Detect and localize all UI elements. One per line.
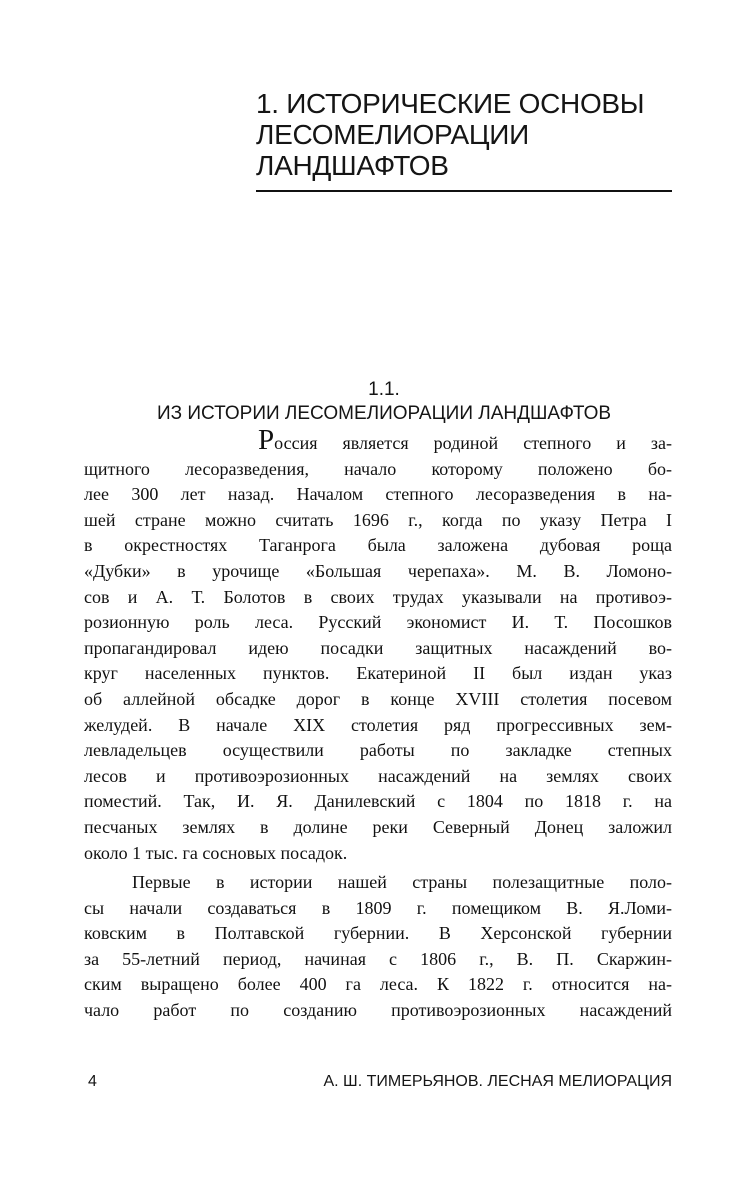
text-line: песчаных землях в долине реки Северный Донец заложил — [84, 816, 672, 837]
text-line — [84, 424, 672, 457]
chapter-title-line: ЛАНДШАФТОВ — [256, 150, 449, 181]
text-line: круг населенных пунктов. Екатериной II был издан указ — [84, 663, 672, 684]
text-line: об аллейной обсадке дорог в конце XVIII столетия посевом — [84, 688, 672, 709]
section-title: ИЗ ИСТОРИИ ЛЕСОМЕЛИОРАЦИИ ЛАНДШАФТОВ — [156, 403, 612, 424]
page-footer — [84, 1073, 672, 1095]
section-number: 1.1. — [368, 379, 400, 400]
text-line-content: оссия является родиной степного и за- — [274, 433, 672, 453]
drop-cap: Р — [258, 424, 275, 456]
paragraph-1 — [84, 424, 672, 866]
text-line: около 1 тыс. га сосновых посадок. — [84, 842, 348, 863]
paragraph-2 — [84, 870, 672, 1024]
page-number: 4 — [88, 1073, 97, 1090]
chapter-title — [256, 88, 676, 181]
text-line: лесов и противоэрозионных насаждений на землях своих — [84, 765, 672, 786]
text-line: шей стране можно считать 1696 г., когда по указу Петра I — [84, 509, 672, 530]
title-divider — [256, 190, 672, 192]
text-line: желудей. В начале XIX столетия ряд прогрессивных зем- — [84, 714, 672, 735]
section-heading — [84, 378, 684, 426]
text-line: розионную роль леса. Русский экономист И. Т. Посошков — [84, 612, 672, 633]
running-head: А. Ш. ТИМЕРЬЯНОВ. ЛЕСНАЯ МЕЛИОРАЦИЯ — [323, 1073, 672, 1090]
chapter-title-line: 1. ИСТОРИЧЕСКИЕ ОСНОВЫ — [256, 88, 645, 119]
text-line: щитного лесоразведения, начало которому положено бо- — [84, 458, 672, 479]
text-line: левладельцев осуществили работы по закладке степных — [84, 740, 672, 761]
text-line: в окрестностях Таганрога была заложена дубовая роща — [84, 535, 672, 556]
text-line: лее 300 лет назад. Началом степного лесоразведения в на- — [84, 484, 672, 505]
text-line: пропагандировал идею посадки защитных насаждений во- — [84, 637, 672, 658]
chapter-title-line: ЛЕСОМЕЛИОРАЦИИ — [256, 119, 529, 150]
text-line: поместий. Так, И. Я. Данилевский с 1804 по 1818 г. на — [84, 791, 672, 812]
text-line: Первые в истории нашей страны полезащитные поло- — [132, 872, 672, 892]
text-line: ковским в Полтавской губернии. В Херсонской губернии — [84, 923, 672, 944]
text-line: сы начали создаваться в 1809 г. помещиком В. Я.Ломи- — [84, 897, 672, 918]
text-line: сов и А. Т. Болотов в своих трудах указывали на противоэ- — [84, 586, 672, 607]
text-line: за 55-летний период, начиная с 1806 г., В. П. Скаржин- — [84, 948, 672, 969]
text-line: чало работ по созданию противоэрозионных насаждений — [84, 999, 672, 1020]
text-line: ским выращено более 400 га леса. К 1822 г. относится на- — [84, 974, 672, 995]
text-line: «Дубки» в урочище «Большая черепаха». М. В. Ломоно- — [84, 560, 672, 581]
